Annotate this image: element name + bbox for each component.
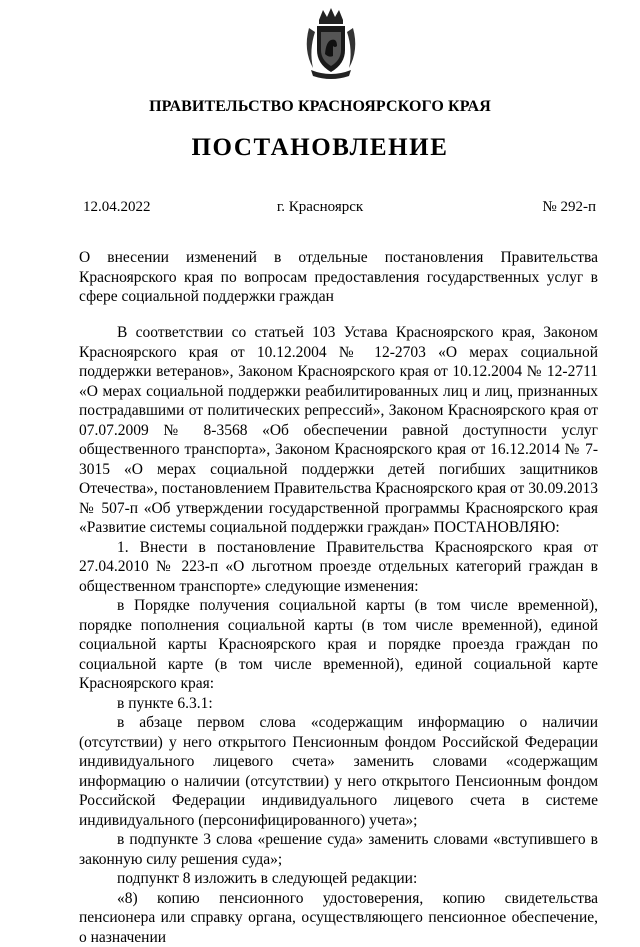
body-paragraph: «8) копию пенсионного удостоверения, копию свидетельства пенсионера или справку органа, осуществляющего пенсионное обеспечение, о назначении xyxy=(79,889,598,947)
document-date: 12.04.2022 xyxy=(83,199,151,216)
document-city: г. Красноярск xyxy=(0,199,640,216)
organization-title: ПРАВИТЕЛЬСТВО КРАСНОЯРСКОГО КРАЯ xyxy=(0,98,640,116)
subject-text: О внесении изменений в отдельные постановления Правительства Красноярского края по вопросам предоставления государственных услуг в сфере социальной поддержки граждан xyxy=(79,248,598,307)
body-paragraph: в подпункте 3 слова «решение суда» заменить словами «вступившего в законную силу решения суда»; xyxy=(79,830,598,869)
document-body xyxy=(79,323,598,947)
body-paragraph: В соответствии со статьей 103 Устава Красноярского края, Законом Красноярского края от 10.12.2004 № 12-2703 «О мерах социальной поддержки ветеранов», Законом Красноярского края от 10.12.2004 № 12-2711 «О мерах социальной поддержки реабилитированных лиц и лиц, признанных пострадавшими от политических репрессий», Законом Красноярского края от 07.07.2009 № 8-3568 «Об обеспечении равной доступности услуг общественного транспорта», Законом Красноярского края от 16.12.2014 № 7-3015 «О мерах социальной поддержки детей погибших защитников Отечества», постановлением Правительства Красноярского края от 30.09.2013 № 507-п «Об утверждении государственной программы Красноярского края «Развитие системы социальной поддержки граждан» ПОСТАНОВЛЯЮ: xyxy=(79,323,598,538)
document-type-title: ПОСТАНОВЛЕНИЕ xyxy=(0,134,640,162)
coat-of-arms-icon xyxy=(299,6,363,80)
document-subject xyxy=(79,248,598,307)
body-paragraph: в абзаце первом слова «содержащим информацию о наличии (отсутствии) у него открытого Пенсионным фондом Российской Федерации индивидуального лицевого счета» заменить словами «содержащим информацию о наличии (отсутствии) у него открытого Пенсионным фондом Российской Федерации индивидуального лицевого счета в системе индивидуального (персонифицированного) учета»; xyxy=(79,713,598,830)
document-number: № 292-п xyxy=(542,199,596,216)
body-paragraph: подпункт 8 изложить в следующей редакции: xyxy=(79,869,598,889)
coat-of-arms-emblem xyxy=(299,6,363,80)
body-paragraph: 1. Внести в постановление Правительства Красноярского края от 27.04.2010 № 223-п «О льготном проезде отдельных категорий граждан в общественном транспорте» следующие изменения: xyxy=(79,538,598,597)
body-paragraph: в Порядке получения социальной карты (в том числе временной), порядке пополнения социальной карты (в том числе временной), единой социальной карты Красноярского края и порядке проезда граждан по социальной карте (в том числе временной), единой социальной карте Красноярского края: xyxy=(79,596,598,694)
body-paragraph: в пункте 6.3.1: xyxy=(79,694,598,714)
